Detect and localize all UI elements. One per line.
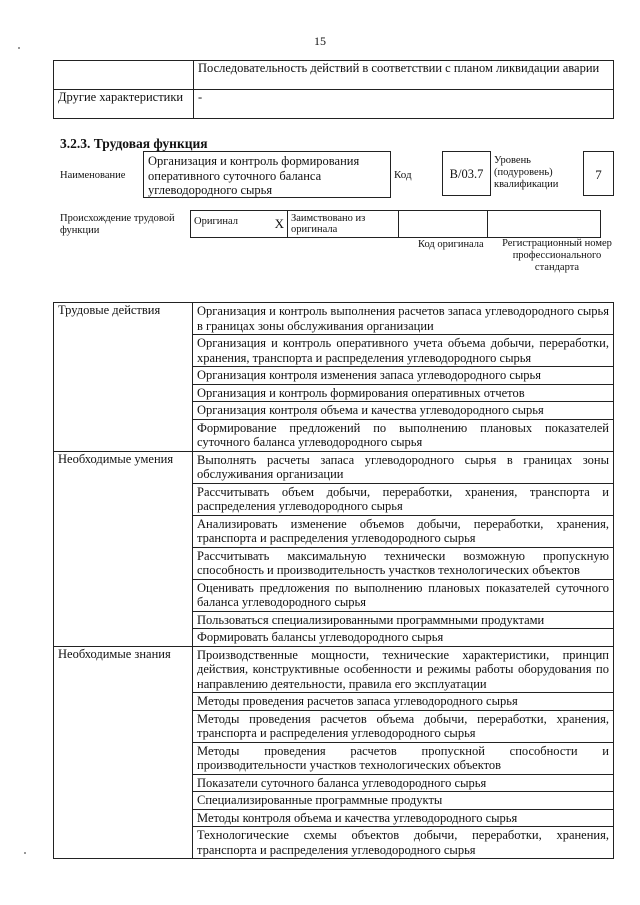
table-row — [191, 211, 601, 238]
scan-speck — [24, 852, 26, 854]
function-table — [53, 302, 614, 859]
table-row — [54, 384, 614, 402]
list-item: Организация и контроль формирования оперативных отчетов — [193, 384, 614, 402]
list-item: Организация и контроль выполнения расчетов запаса углеводородного сырья в границах зоны обслуживания организации — [193, 303, 614, 335]
table-row — [54, 419, 614, 451]
original-mark: X — [274, 216, 284, 231]
page-number: 15 — [314, 34, 326, 48]
original-cell — [191, 211, 288, 238]
category-continuation — [54, 335, 193, 367]
empty-cell — [54, 61, 194, 90]
list-item: Пользоваться специализированными программными продуктами — [193, 611, 614, 629]
list-item: Формировать балансы углеводородного сырья — [193, 629, 614, 647]
table-row — [54, 402, 614, 420]
category-continuation — [54, 611, 193, 629]
list-item: Специализированные программные продукты — [193, 792, 614, 810]
registration-number-caption: Регистрационный номер профессионального стандарта — [502, 238, 612, 273]
category-continuation — [54, 579, 193, 611]
table-row — [54, 742, 614, 774]
table-row — [54, 710, 614, 742]
table-cell: - — [194, 90, 614, 119]
table-row — [54, 774, 614, 792]
category-label: Трудовые действия — [54, 303, 193, 335]
origin-label: Происхождение трудовой функции — [60, 213, 175, 236]
table-row — [54, 61, 614, 90]
name-label: Наименование — [60, 170, 126, 181]
other-characteristics-label: Другие характеристики — [54, 90, 194, 119]
table-row — [54, 611, 614, 629]
level-label: Уровень (подуровень) квалификации — [494, 155, 559, 190]
borrowed-label: Заимствовано из оригинала — [288, 211, 399, 238]
category-continuation — [54, 629, 193, 647]
origin-table — [190, 210, 601, 238]
category-continuation — [54, 419, 193, 451]
list-item: Показатели суточного баланса углеводородного сырья — [193, 774, 614, 792]
list-item: Оценивать предложения по выполнению плановых показателей суточного баланса углеводородного сырья — [193, 579, 614, 611]
original-code-caption: Код оригинала — [418, 239, 484, 250]
list-item: Методы проведения расчетов пропускной способности и производительности участков технологических объектов — [193, 742, 614, 774]
category-continuation — [54, 367, 193, 385]
list-item: Организация контроля объема и качества углеводородного сырья — [193, 402, 614, 420]
table-row — [54, 792, 614, 810]
table-row — [54, 367, 614, 385]
original-code-cell — [399, 211, 488, 238]
category-continuation — [54, 693, 193, 711]
registration-number-cell — [488, 211, 601, 238]
category-continuation — [54, 792, 193, 810]
code-value: B/03.7 — [442, 151, 491, 196]
list-item: Методы проведения расчетов запаса углеводородного сырья — [193, 693, 614, 711]
table-row — [54, 515, 614, 547]
table-row — [54, 335, 614, 367]
table-row — [54, 693, 614, 711]
level-value: 7 — [583, 151, 614, 196]
list-item: Организация и контроль оперативного учета объема добычи, переработки, хранения, транспорта и распределения углеводородного сырья — [193, 335, 614, 367]
list-item: Технологические схемы объектов добычи, переработки, хранения, транспорта и распределения углеводородного сырья — [193, 827, 614, 859]
name-value: Организация и контроль формирования оперативного суточного баланса углеводородного сырья — [143, 151, 391, 198]
list-item: Методы контроля объема и качества углеводородного сырья — [193, 809, 614, 827]
category-continuation — [54, 483, 193, 515]
list-item: Рассчитывать объем добычи, переработки, хранения, транспорта и распределения углеводородного сырья — [193, 483, 614, 515]
table-row — [54, 483, 614, 515]
list-item: Анализировать изменение объемов добычи, переработки, хранения, транспорта и распределения углеводородного сырья — [193, 515, 614, 547]
list-item: Выполнять расчеты запаса углеводородного сырья в границах зоны обслуживания организации — [193, 451, 614, 483]
category-continuation — [54, 402, 193, 420]
table-row — [54, 303, 614, 335]
category-continuation — [54, 710, 193, 742]
category-continuation — [54, 827, 193, 859]
original-label: Оригинал — [194, 216, 238, 227]
table-cell: Последовательность действий в соответствии с планом ликвидации аварии — [194, 61, 614, 90]
category-continuation — [54, 515, 193, 547]
continuation-table — [53, 60, 614, 119]
category-label: Необходимые знания — [54, 646, 193, 693]
section-title: 3.2.3. Трудовая функция — [60, 136, 208, 151]
list-item: Формирование предложений по выполнению плановых показателей суточного баланса углеводородного сырья — [193, 419, 614, 451]
table-row — [54, 547, 614, 579]
table-row — [54, 90, 614, 119]
category-continuation — [54, 547, 193, 579]
table-row — [54, 579, 614, 611]
table-row — [54, 809, 614, 827]
list-item: Рассчитывать максимальную технически возможную пропускную способность и производительность участков технологических объектов — [193, 547, 614, 579]
category-continuation — [54, 742, 193, 774]
category-continuation — [54, 809, 193, 827]
list-item: Методы проведения расчетов объема добычи, переработки, хранения, транспорта и распределения углеводородного сырья — [193, 710, 614, 742]
table-row — [54, 646, 614, 693]
table-row — [54, 629, 614, 647]
table-row — [54, 827, 614, 859]
code-label: Код — [394, 169, 412, 181]
table-row — [54, 451, 614, 483]
list-item: Организация контроля изменения запаса углеводородного сырья — [193, 367, 614, 385]
category-label: Необходимые умения — [54, 451, 193, 483]
list-item: Производственные мощности, технические характеристики, принцип действия, конструктивные особенности и режимы работы оборудования по направлению деятельности, правила его эксплуатации — [193, 646, 614, 693]
category-continuation — [54, 774, 193, 792]
category-continuation — [54, 384, 193, 402]
